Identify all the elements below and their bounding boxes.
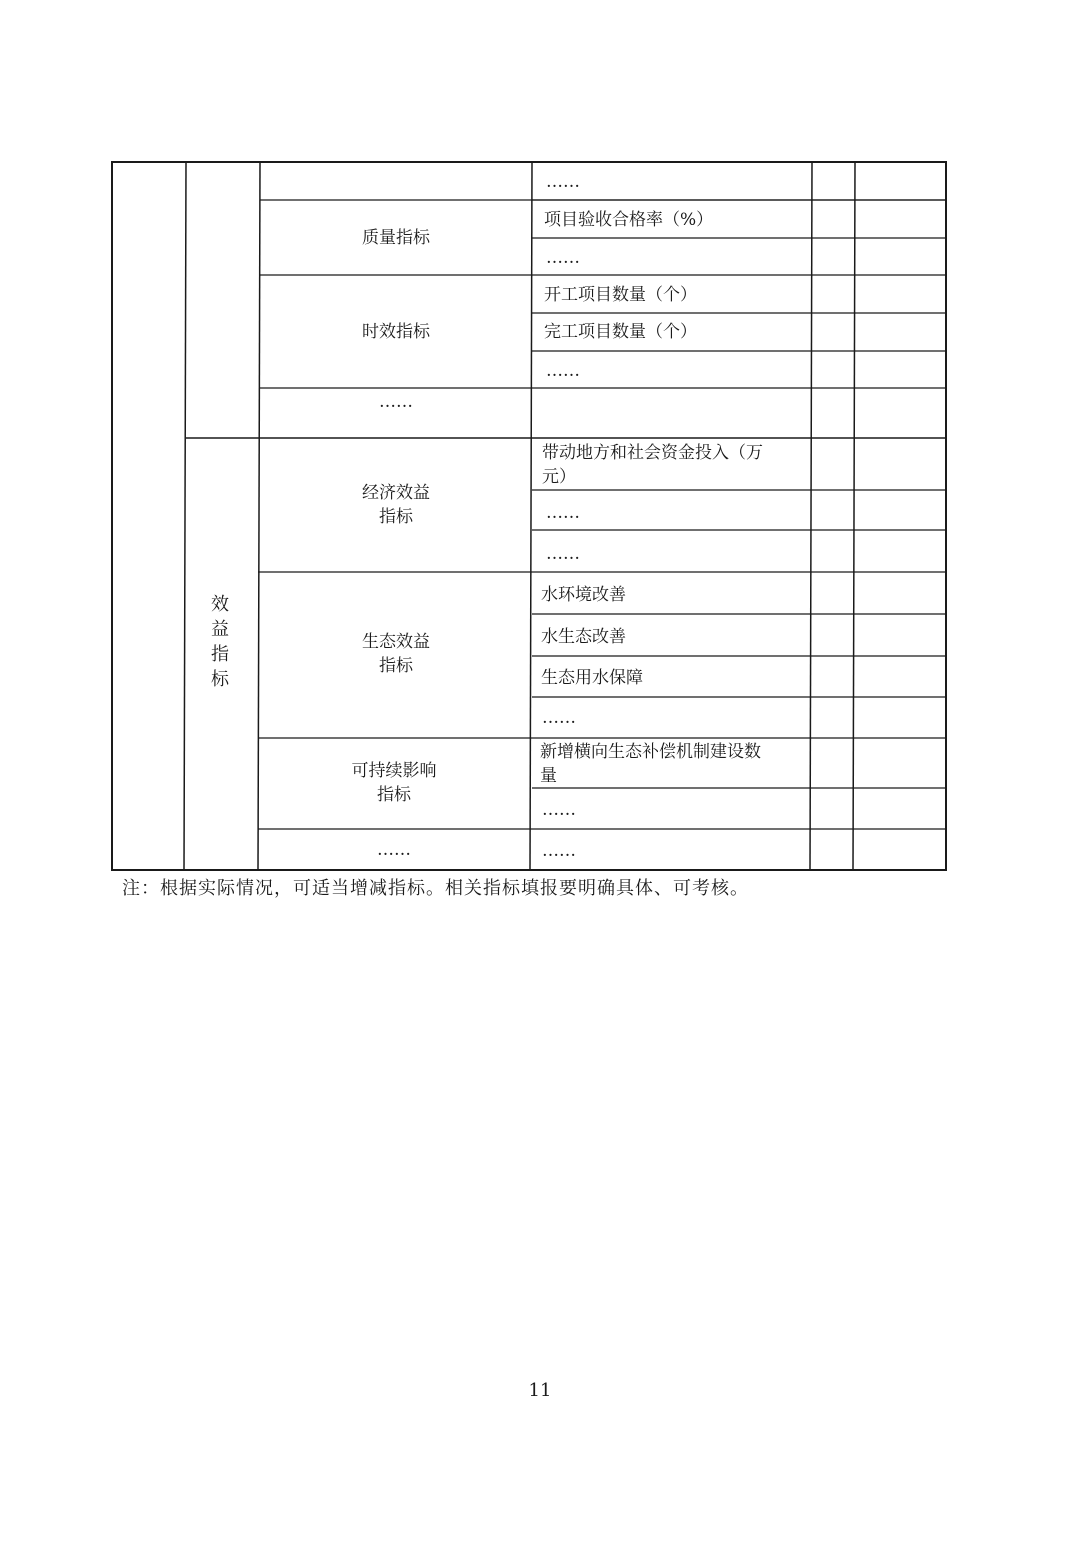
- econ-item-ellipsis-1: ……: [546, 503, 580, 523]
- ecological-label-line2: 指标: [379, 656, 413, 676]
- time-item-ellipsis: ……: [546, 361, 580, 381]
- sus-item-line2: 量: [540, 766, 557, 786]
- quality-item-ellipsis: ……: [546, 248, 580, 268]
- col4-row1-ellipsis: ……: [546, 172, 580, 192]
- quality-indicator-label: 质量指标: [362, 228, 430, 248]
- econ-item-ellipsis-2: ……: [546, 544, 580, 564]
- time-item-started-projects: 开工项目数量（个）: [544, 285, 697, 305]
- page-number: 11: [528, 1380, 552, 1401]
- time-item-completed-projects: 完工项目数量（个）: [544, 322, 697, 342]
- sus-item-line1: 新增横向生态补偿机制建设数: [540, 742, 761, 762]
- economic-label-line1: 经济效益: [362, 483, 430, 503]
- sustainable-indicator-label: [260, 759, 528, 807]
- eco-item-ellipsis: ……: [542, 708, 576, 728]
- sus-item-ellipsis: ……: [542, 800, 576, 820]
- benefit-indicator-label: 效益指标: [211, 594, 229, 690]
- eco-item-ecological-water: 生态用水保障: [541, 668, 643, 688]
- eco-item-water-environment: 水环境改善: [541, 585, 626, 605]
- table-footnote: 注：根据实际情况，可适当增减指标。相关指标填报要明确具体、可考核。: [122, 878, 749, 899]
- sustainable-label-line1: 可持续影响: [351, 761, 437, 781]
- sus-item-compensation: [540, 740, 761, 788]
- output-more-ellipsis: ……: [379, 392, 413, 412]
- ecological-label-line1: 生态效益: [362, 632, 430, 652]
- eco-item-water-ecology: 水生态改善: [541, 627, 626, 647]
- benefit-more-ellipsis: ……: [377, 840, 411, 860]
- econ-item-investment: [542, 441, 763, 489]
- ecological-indicator-label: [260, 630, 532, 678]
- economic-label-line2: 指标: [379, 507, 413, 527]
- timeliness-indicator-label: 时效指标: [362, 322, 430, 342]
- econ-item-line2: 元）: [542, 467, 576, 487]
- econ-item-line1: 带动地方和社会资金投入（万: [542, 443, 763, 463]
- last-row-ellipsis: ……: [542, 841, 576, 861]
- economic-indicator-label: [260, 481, 532, 529]
- quality-item-acceptance-rate: 项目验收合格率（%）: [544, 210, 714, 230]
- sustainable-label-line2: 指标: [377, 785, 411, 805]
